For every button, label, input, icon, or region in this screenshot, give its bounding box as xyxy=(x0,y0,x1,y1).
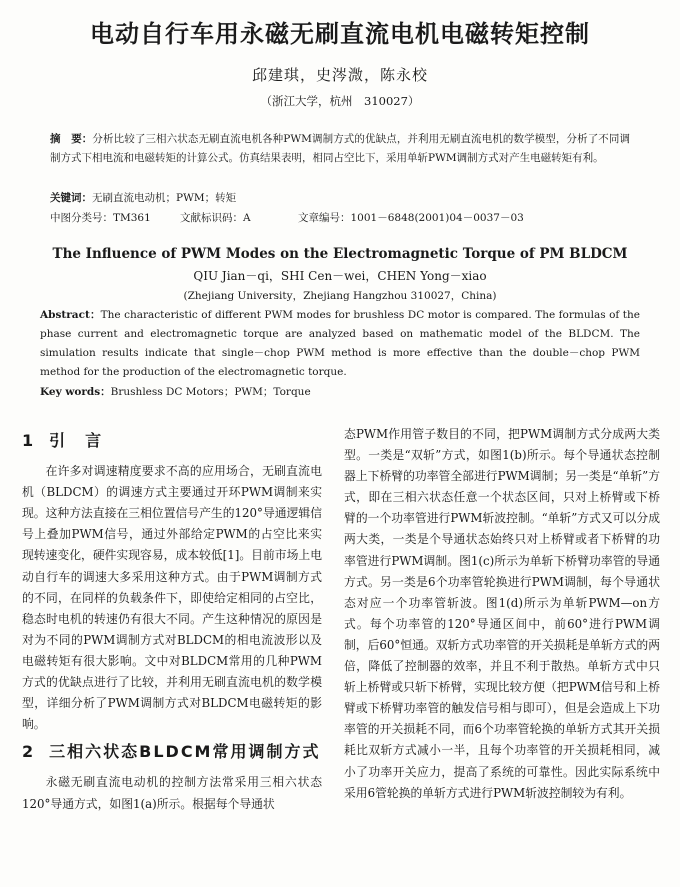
paper-title-en: The Influence of PWM Modes on the Electromagnetic Torque of PM BLDCM xyxy=(52,246,628,262)
abstract-cn-text: 分析比较了三相六状态无刷直流电机各种PWM调制方式的优缺点，并利用无刷直流电机的数学模型，分析了不同调制方式下相电流和电磁转矩的计算公式。仿真结果表明，相同占空比下，采用单斩PWM调制方式对产生电磁转矩有利。 xyxy=(50,133,631,164)
keywords-en-label: Key words： xyxy=(40,386,111,398)
abstract-en-label: Abstract： xyxy=(40,309,101,321)
right-column-paragraph: 态PWM作用管子数目的不同，把PWM调制方式分成两大类型。一类是“双斩”方式，如图1(b)所示。每个导通状态控制器上下桥臂的功率管全部进行PWM调制；另一类是“单斩”方式，即在三相六状态任意一个状态区间，只对上桥臂或下桥臂的一个功率管进行PWM斩波控制。“单斩”方式又可以分成两大类，一类是个导通状态始终只对上桥臂或者下桥臂的功率管进行PWM调制。图1(c)所示为单斩下桥臂功率管的导通方式。另一类是6个功率管轮换进行PWM调制，每个导通状态对应一个功率管斩波。图1(d)所示为单斩PWM—on方式。每个功率管的120°导通区间中，前60°进行PWM调制，后60°恒通。双斩方式功率管的开关损耗是单斩方式的两倍，降低了控制器的效率，并且不利于散热。单斩方式中只斩上桥臂或只斩下桥臂，实现比较方便（把PWM信号和上桥臂或下桥臂功率管的触发信号相与即可），但是会造成上下功率管的开关损耗不同，而6个功率管轮换的单斩方式其开关损耗比双斩方式减小一半，且每个功率管的开关损耗相同，减小了功率开关应力，提高了系统的可靠性。因此实际系统中采用6管轮换的单斩方式进行PWM斩波控制较为有利。 xyxy=(344,427,660,800)
keywords-cn-label: 关键词： xyxy=(50,192,92,204)
paper-title-cn: 电动自行车用永磁无刷直流电机电磁转矩控制 xyxy=(90,20,590,48)
section-2-number: 2 xyxy=(22,742,36,762)
authors-en: QIU Jian－qi，SHI Cen－wei，CHEN Yong－xiao xyxy=(193,269,487,283)
clc-number: 中图分类号：TM361 xyxy=(50,212,151,224)
authors-cn: 邱建琪，史涔溦，陈永校 xyxy=(251,66,428,84)
section-1-heading xyxy=(22,430,322,451)
document-code: 文献标识码：A xyxy=(180,212,251,224)
article-number: 文章编号：1001－6848(2001)04－0037－03 xyxy=(298,212,524,224)
keywords-cn xyxy=(50,190,630,205)
affiliation-cn: （浙江大学，杭州 310027） xyxy=(260,94,420,108)
section-1-paragraph: 在许多对调速精度要求不高的应用场合，无刷直流电机（BLDCM）的调速方式主要通过开环PWM调制来实现。这种方法直接在三相位置信号产生的120°导通逻辑信号上叠加PWM信号，通过外部给定PWM的占空比来实现转速变化，硬件实现容易，成本较低[1]。目前市场上电动自行车的调速大多采用这种方式。由于PWM调制方式的不同，在同样的负载条件下，即使给定相同的占空比，稳态时电机的转速仍有很大不同。产生这种情况的原因是对为不同的PWM调制方式对BLDCM的相电流波形以及电磁转矩有很大影响。文中对BLDCM常用的几种PWM方式的优缺点进行了比较，并利用无刷直流电机的数学模型，详细分析了PWM调制方式对BLDCM电磁转矩的影响。 xyxy=(22,464,322,732)
abstract-cn-label: 摘 要： xyxy=(50,133,93,145)
abstract-en-text: The characteristic of different PWM modes for brushless DC motor is compared. The formulas of the phase current and electromagnetic torque are analyzed based on mathematic model of the BLDCM. The simulation results indicate that single－chop PWM method is more effective than the double－chop PWM method for the production of the electromagnetic torque. xyxy=(40,309,640,378)
abstract-cn xyxy=(50,130,630,168)
keywords-en-text: Brushless DC Motors；PWM；Torque xyxy=(110,386,311,398)
affiliation-en: (Zhejiang University，Zhejiang Hangzhou 310027，China) xyxy=(183,290,497,302)
section-1-title: 引 言 xyxy=(49,431,104,450)
right-column xyxy=(344,424,660,804)
abstract-en xyxy=(40,306,640,382)
keywords-cn-text: 无刷直流电动机；PWM；转矩 xyxy=(92,192,237,204)
keywords-en xyxy=(40,384,640,399)
section-2-title: 三相六状态BLDCM常用调制方式 xyxy=(49,742,321,762)
left-column xyxy=(22,424,322,821)
section-2-paragraph: 永磁无刷直流电动机的控制方法常采用三相六状态120°导通方式，如图1(a)所示。根据每个导通状 xyxy=(22,775,322,811)
section-2-heading xyxy=(22,741,322,762)
section-1-number: 1 xyxy=(22,431,36,450)
